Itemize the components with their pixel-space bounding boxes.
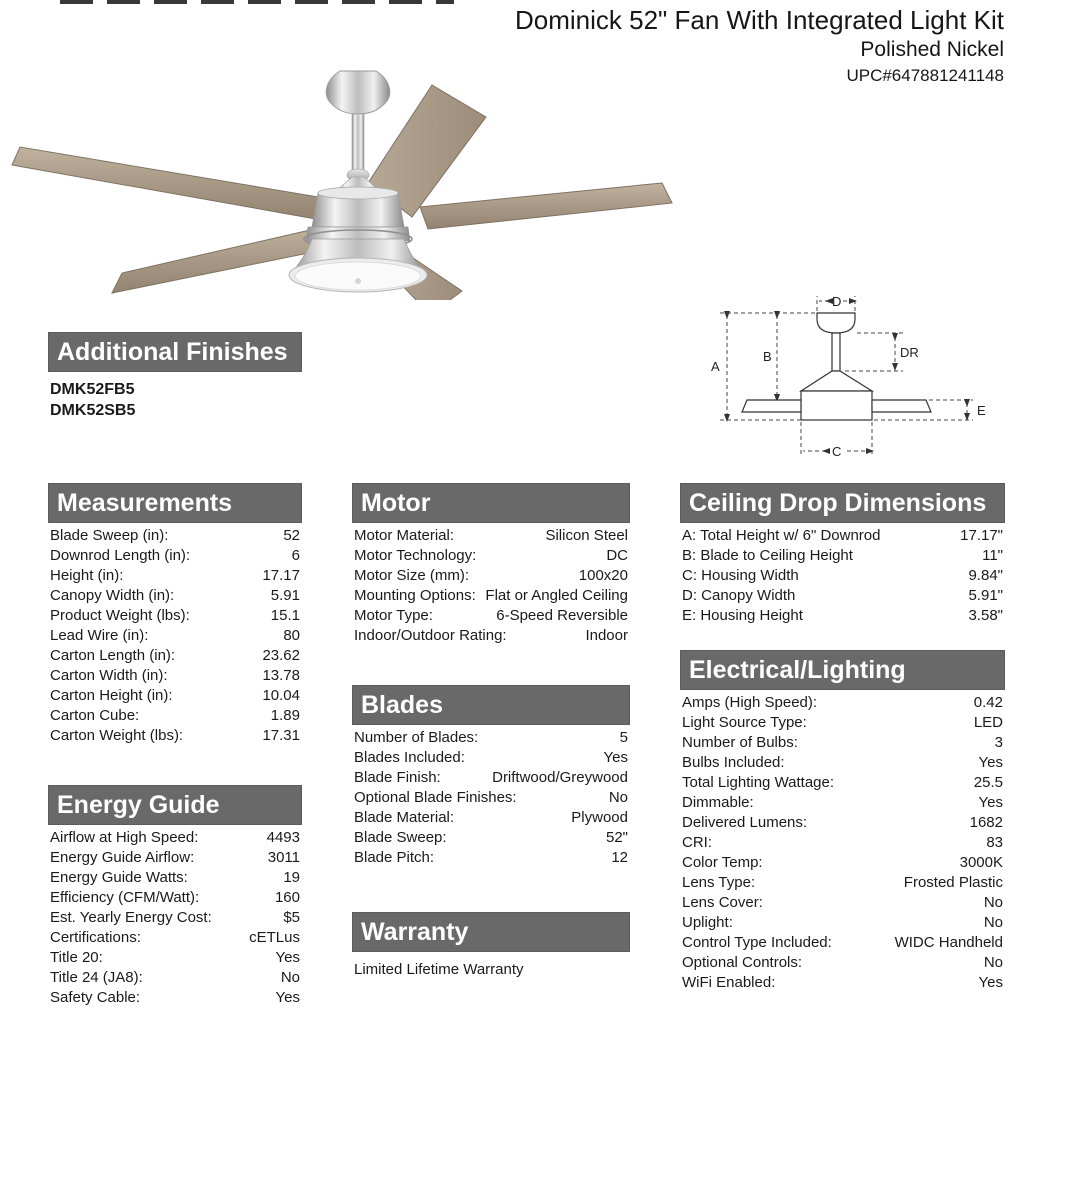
spec-value: 13.78: [262, 667, 300, 684]
section-ceiling-drop-dimensions: [680, 483, 1005, 626]
spec-row: [680, 813, 1005, 833]
spec-row: [48, 686, 302, 706]
spec-label: E: Housing Height: [682, 607, 803, 624]
spec-value: 11": [982, 547, 1003, 564]
spec-row: [352, 808, 630, 828]
spec-row: [48, 526, 302, 546]
spec-value: 0.42: [973, 694, 1003, 711]
spec-value: Yes: [978, 974, 1003, 991]
spec-value: Yes: [978, 754, 1003, 771]
spec-value: 3.58": [968, 607, 1003, 624]
spec-label: Energy Guide Watts:: [50, 869, 188, 886]
spec-row: [680, 713, 1005, 733]
spec-value: 52": [605, 829, 628, 846]
spec-label: Control Type Included:: [682, 934, 832, 951]
spec-row: [352, 768, 630, 788]
section-heading: Motor: [352, 483, 630, 523]
spec-value: 52: [283, 527, 300, 544]
spec-label: Uplight:: [682, 914, 733, 931]
spec-rows: [48, 526, 302, 746]
spec-label: Blade Material:: [354, 809, 455, 826]
spec-label: Downrod Length (in):: [50, 547, 191, 564]
spec-value: 5: [619, 729, 628, 746]
spec-row: [680, 526, 1005, 546]
spec-value: 4493: [266, 829, 300, 846]
spec-row: [352, 586, 630, 606]
spec-label: Indoor/Outdoor Rating:: [354, 627, 507, 644]
spec-row: [48, 968, 302, 988]
spec-label: Light Source Type:: [682, 714, 807, 731]
spec-label: Safety Cable:: [50, 989, 141, 1006]
spec-row: [680, 913, 1005, 933]
spec-label: Motor Technology:: [354, 547, 477, 564]
spec-label: Blades Included:: [354, 749, 465, 766]
section-heading: Measurements: [48, 483, 302, 523]
spec-label: Title 24 (JA8):: [50, 969, 143, 986]
spec-label: Canopy Width (in):: [50, 587, 175, 604]
dim-label-d: D: [832, 294, 842, 309]
finish-name: Polished Nickel: [860, 38, 1004, 61]
spec-label: Carton Length (in):: [50, 647, 176, 664]
spec-value: 5.91": [968, 587, 1003, 604]
spec-label: Carton Weight (lbs):: [50, 727, 184, 744]
spec-label: Height (in):: [50, 567, 124, 584]
spec-value: 25.5: [973, 774, 1003, 791]
spec-row: [680, 773, 1005, 793]
spec-row: [48, 988, 302, 1008]
spec-label: Dimmable:: [682, 794, 754, 811]
spec-label: Energy Guide Airflow:: [50, 849, 195, 866]
spec-row: [48, 546, 302, 566]
spec-row: [352, 546, 630, 566]
spec-row: [680, 833, 1005, 853]
spec-value: 17.17: [262, 567, 300, 584]
spec-label: Amps (High Speed):: [682, 694, 818, 711]
spec-label: D: Canopy Width: [682, 587, 796, 604]
spec-value: 3000K: [959, 854, 1003, 871]
section-warranty: [352, 912, 630, 980]
section-heading: Additional Finishes: [48, 332, 302, 372]
spec-row: [48, 948, 302, 968]
spec-row: [48, 888, 302, 908]
spec-rows: [48, 828, 302, 1008]
spec-row: [680, 693, 1005, 713]
spec-row: [48, 566, 302, 586]
spec-row: [352, 526, 630, 546]
spec-label: A: Total Height w/ 6" Downrod: [682, 527, 881, 544]
spec-row: [48, 908, 302, 928]
spec-label: Blade Finish:: [354, 769, 441, 786]
spec-row: [352, 828, 630, 848]
section-blades: [352, 685, 630, 868]
spec-row: [680, 873, 1005, 893]
section-heading: Energy Guide: [48, 785, 302, 825]
dimension-diagram: [695, 288, 1015, 470]
spec-row: [352, 728, 630, 748]
spec-row: [680, 853, 1005, 873]
spec-value: Frosted Plastic: [903, 874, 1003, 891]
section-electrical-lighting: [680, 650, 1005, 993]
spec-label: CRI:: [682, 834, 712, 851]
dim-label-a: A: [711, 359, 720, 374]
spec-label: Color Temp:: [682, 854, 763, 871]
spec-value: 160: [274, 889, 300, 906]
spec-value: 1682: [969, 814, 1003, 831]
spec-value: 6-Speed Reversible: [496, 607, 628, 624]
upc-code: UPC#647881241148: [846, 66, 1004, 85]
section-energy-guide: [48, 785, 302, 1008]
spec-value: Driftwood/Greywood: [492, 769, 628, 786]
finish-item: DMK52FB5: [50, 381, 135, 398]
spec-row: [352, 848, 630, 868]
spec-value: 3: [994, 734, 1003, 751]
spec-value: 5.91: [270, 587, 300, 604]
spec-row: [352, 626, 630, 646]
spec-label: Motor Size (mm):: [354, 567, 470, 584]
spec-value: 17.17": [960, 527, 1003, 544]
spec-label: Lead Wire (in):: [50, 627, 149, 644]
spec-row: [680, 893, 1005, 913]
spec-row: [352, 566, 630, 586]
fan-blade: [12, 147, 318, 219]
finish-list: [48, 379, 302, 421]
spec-value: DC: [606, 547, 628, 564]
spec-value: 12: [611, 849, 628, 866]
spec-label: Efficiency (CFM/Watt):: [50, 889, 200, 906]
spec-row: [48, 828, 302, 848]
spec-value: Yes: [603, 749, 628, 766]
spec-value: $5: [283, 909, 300, 926]
spec-row: [680, 753, 1005, 773]
spec-label: Motor Material:: [354, 527, 455, 544]
spec-label: Motor Type:: [354, 607, 433, 624]
spec-row: [48, 848, 302, 868]
section-heading: Ceiling Drop Dimensions: [680, 483, 1005, 523]
dim-label-dr: DR: [900, 345, 919, 360]
spec-value: No: [608, 789, 628, 806]
section-additional-finishes: [48, 332, 302, 421]
spec-label: Blade Pitch:: [354, 849, 435, 866]
spec-row: [352, 748, 630, 768]
spec-row: [680, 933, 1005, 953]
spec-row: [680, 793, 1005, 813]
spec-row: [680, 586, 1005, 606]
dim-label-b: B: [763, 349, 772, 364]
spec-value: Flat or Angled Ceiling: [485, 587, 628, 604]
spec-label: Lens Type:: [682, 874, 756, 891]
spec-label: Optional Blade Finishes:: [354, 789, 517, 806]
spec-row: [48, 706, 302, 726]
spec-label: Title 20:: [50, 949, 103, 966]
spec-value: 19: [283, 869, 300, 886]
spec-row: [680, 953, 1005, 973]
spec-value: Yes: [275, 989, 300, 1006]
spec-row: [352, 788, 630, 808]
spec-value: 23.62: [262, 647, 300, 664]
section-heading: Blades: [352, 685, 630, 725]
spec-label: Lens Cover:: [682, 894, 763, 911]
cropped-text-fragment: [60, 0, 454, 4]
spec-value: 1.89: [270, 707, 300, 724]
spec-row: [48, 586, 302, 606]
spec-value: 3011: [267, 849, 300, 866]
spec-value: Silicon Steel: [545, 527, 628, 544]
product-photo-fan: [0, 25, 700, 300]
dim-label-c: C: [832, 444, 842, 459]
spec-row: [680, 566, 1005, 586]
fan-downrod: [352, 114, 364, 172]
spec-label: Bulbs Included:: [682, 754, 785, 771]
section-motor: [352, 483, 630, 646]
fan-canopy: [326, 71, 389, 114]
spec-row: [680, 733, 1005, 753]
spec-label: Delivered Lumens:: [682, 814, 808, 831]
spec-row: [48, 606, 302, 626]
spec-value: Yes: [978, 794, 1003, 811]
finish-item: DMK52SB5: [50, 402, 136, 419]
spec-value: No: [983, 894, 1003, 911]
spec-value: 6: [291, 547, 300, 564]
spec-label: Certifications:: [50, 929, 141, 946]
spec-value: Indoor: [585, 627, 628, 644]
spec-value: No: [983, 914, 1003, 931]
spec-row: [48, 626, 302, 646]
spec-row: [680, 546, 1005, 566]
spec-row: [48, 646, 302, 666]
spec-row: [48, 928, 302, 948]
spec-label: Carton Cube:: [50, 707, 140, 724]
spec-row: [48, 666, 302, 686]
spec-value: No: [280, 969, 300, 986]
spec-label: Est. Yearly Energy Cost:: [50, 909, 212, 926]
spec-row: [680, 973, 1005, 993]
spec-value: Yes: [275, 949, 300, 966]
spec-value: WIDC Handheld: [894, 934, 1003, 951]
spec-rows: [680, 526, 1005, 626]
spec-label: Total Lighting Wattage:: [682, 774, 835, 791]
spec-value: cETLus: [249, 929, 300, 946]
spec-value: LED: [973, 714, 1003, 731]
spec-value: 9.84": [968, 567, 1003, 584]
spec-value: No: [983, 954, 1003, 971]
spec-value: 15.1: [270, 607, 300, 624]
spec-label: Carton Width (in):: [50, 667, 168, 684]
spec-value: 80: [283, 627, 300, 644]
warranty-text: Limited Lifetime Warranty: [354, 961, 524, 978]
fan-blade: [420, 183, 672, 229]
spec-row: [48, 726, 302, 746]
spec-label: Optional Controls:: [682, 954, 803, 971]
spec-rows: [352, 526, 630, 646]
spec-value: 83: [986, 834, 1003, 851]
section-heading: Warranty: [352, 912, 630, 952]
spec-value: Plywood: [571, 809, 628, 826]
spec-label: Number of Blades:: [354, 729, 479, 746]
spec-label: B: Blade to Ceiling Height: [682, 547, 853, 564]
spec-value: 10.04: [262, 687, 300, 704]
spec-label: Blade Sweep (in):: [50, 527, 169, 544]
spec-label: C: Housing Width: [682, 567, 799, 584]
spec-label: Airflow at High Speed:: [50, 829, 199, 846]
spec-row: [48, 868, 302, 888]
spec-label: Blade Sweep:: [354, 829, 447, 846]
section-measurements: [48, 483, 302, 746]
spec-label: Product Weight (lbs):: [50, 607, 190, 624]
section-heading: Electrical/Lighting: [680, 650, 1005, 690]
page-title: Dominick 52" Fan With Integrated Light Kit: [514, 5, 1004, 35]
spec-rows: [352, 728, 630, 868]
spec-row: [680, 606, 1005, 626]
spec-label: WiFi Enabled:: [682, 974, 776, 991]
spec-rows: [680, 693, 1005, 993]
spec-label: Mounting Options:: [354, 587, 476, 604]
spec-value: 100x20: [578, 567, 628, 584]
spec-value: 17.31: [262, 727, 300, 744]
dim-label-e: E: [977, 403, 986, 418]
spec-row: [352, 606, 630, 626]
spec-label: Number of Bulbs:: [682, 734, 798, 751]
spec-label: Carton Height (in):: [50, 687, 173, 704]
